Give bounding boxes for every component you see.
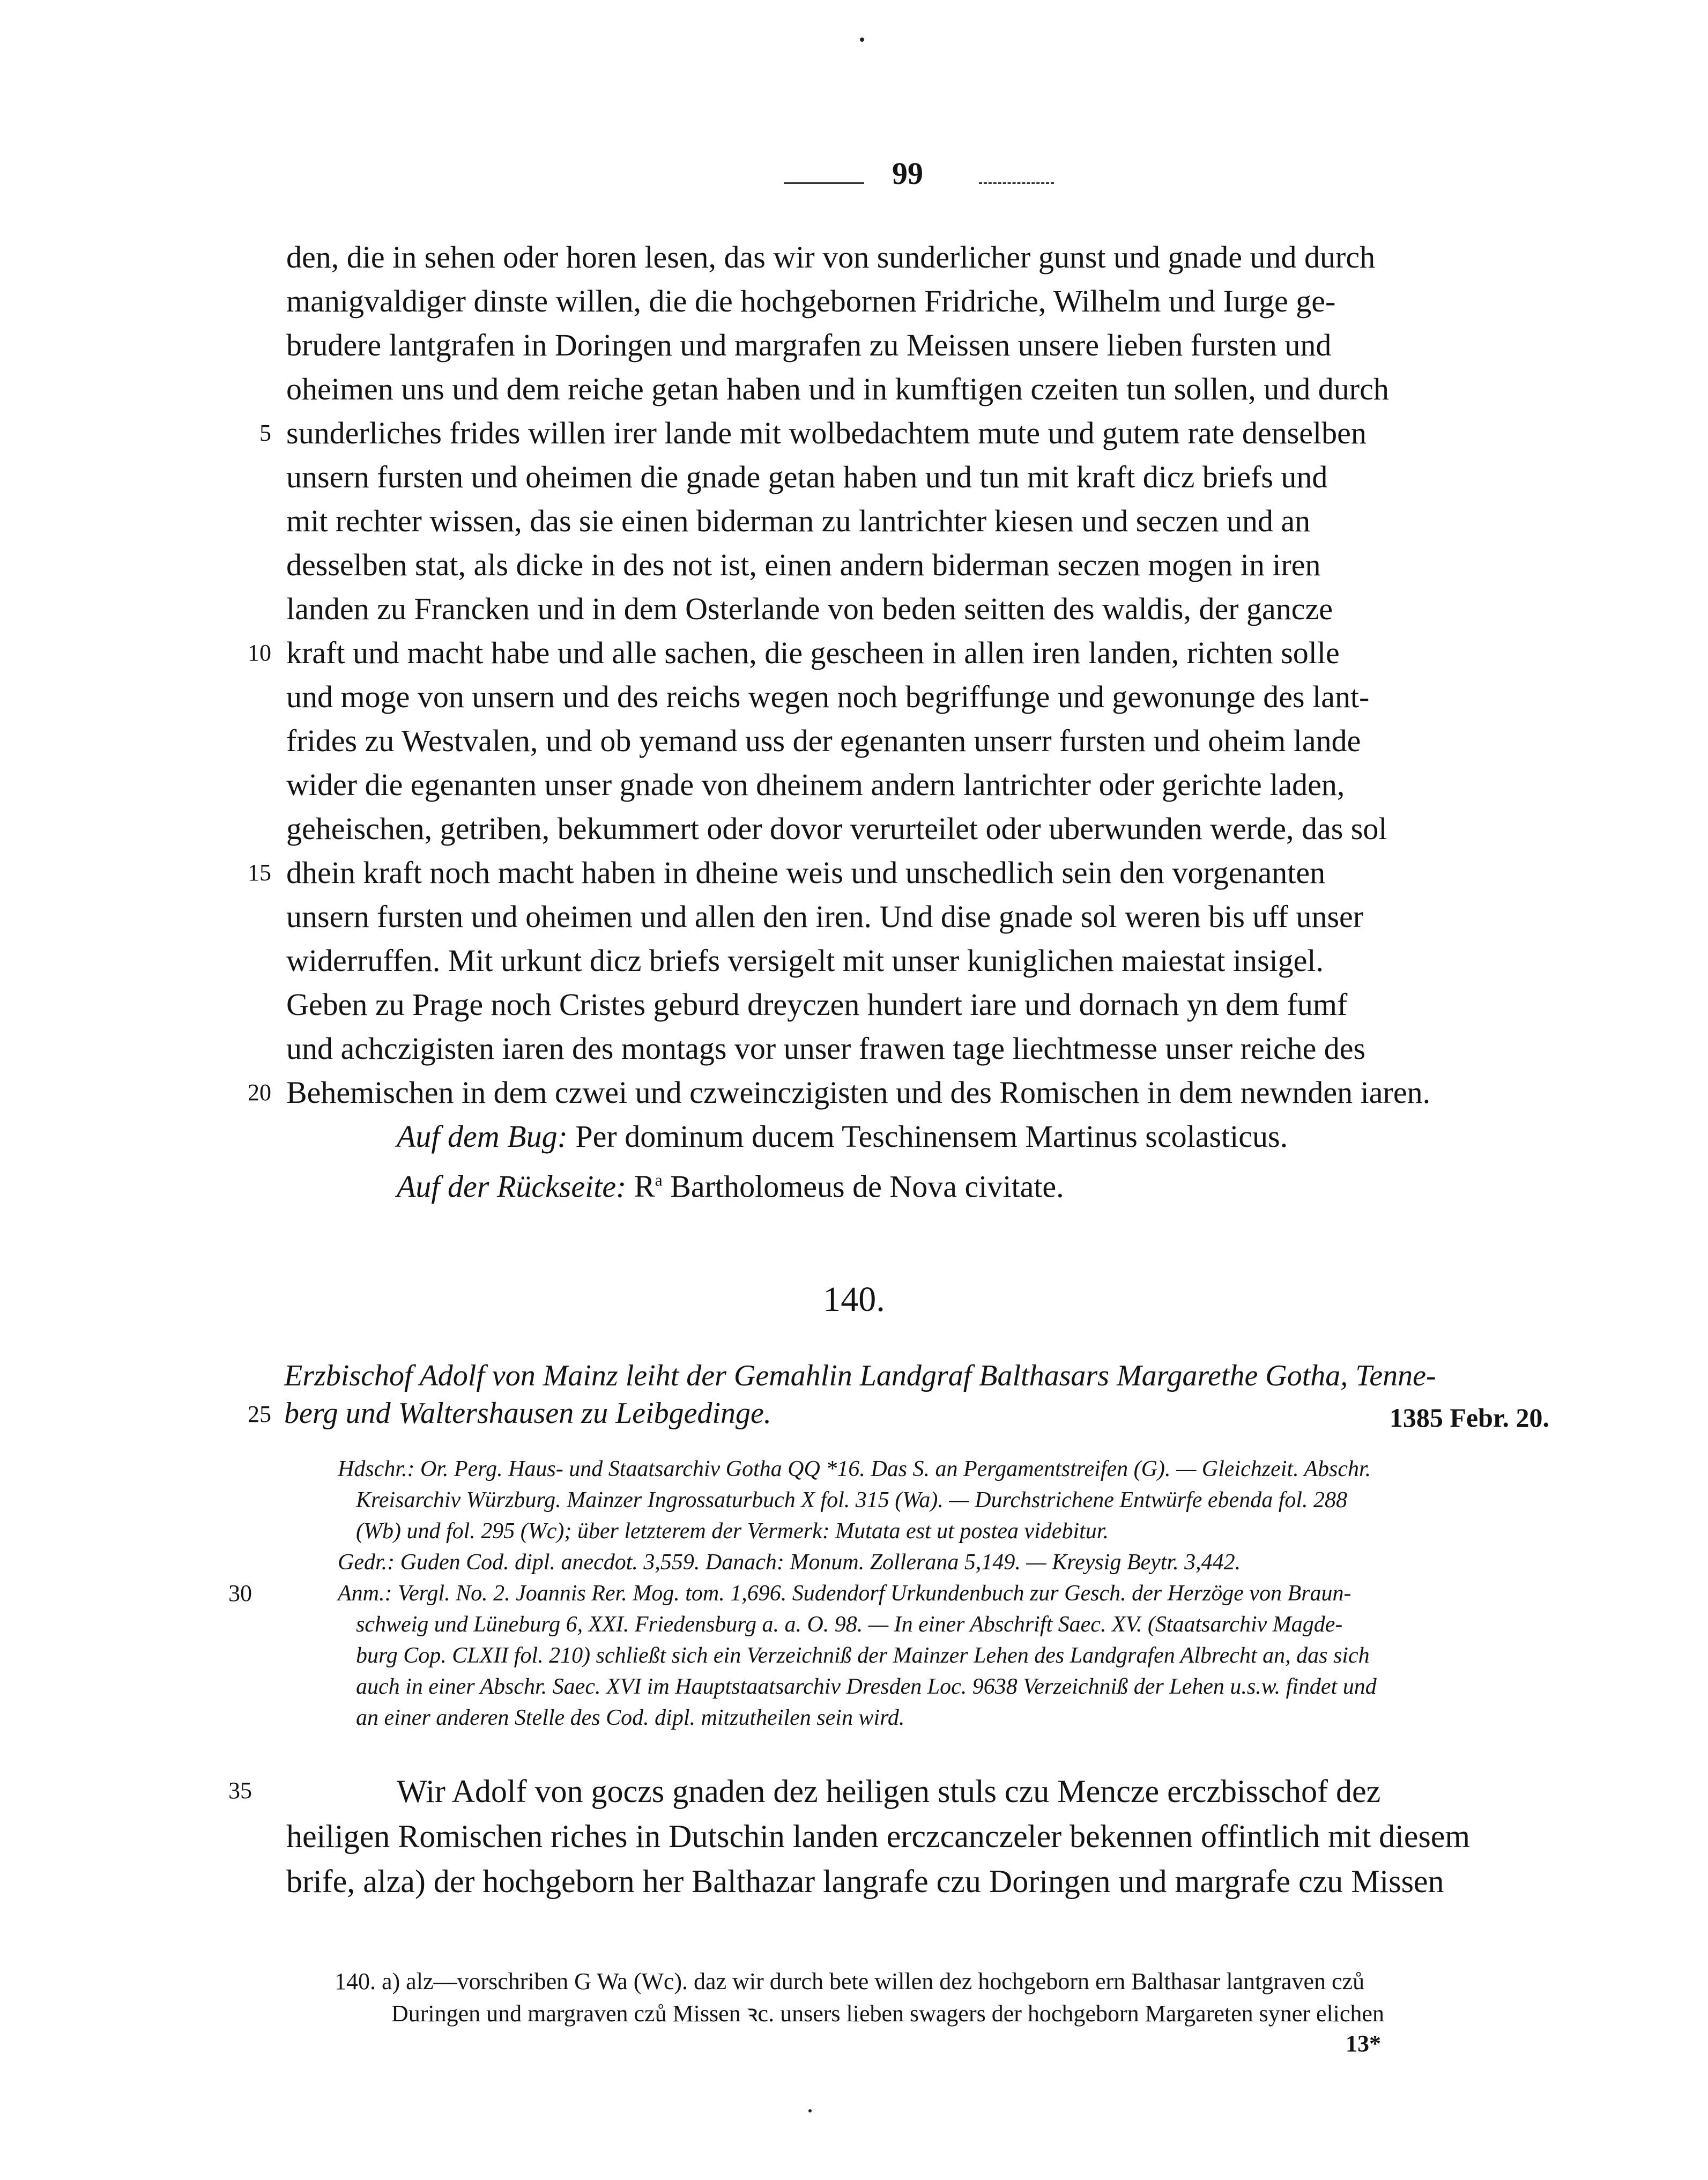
- text-line: Behemischen in dem czwei und czweinczigisten und des Romischen in dem newnden iaren.: [286, 1075, 1431, 1110]
- line-number: 25: [248, 1401, 271, 1427]
- text-line: Geben zu Prage noch Cristes geburd dreyczen hundert iare und dornach yn dem fumf: [286, 987, 1348, 1022]
- registratur-mark: $R^a$: [634, 1169, 663, 1204]
- text-line: desselben stat, als dicke in des not ist, einen andern biderman seczen mogen in iren: [286, 547, 1321, 582]
- line-number: 30: [228, 1580, 252, 1606]
- text-line: unsern fursten und oheimen die gnade getan haben und tun mit kraft dicz briefs und: [286, 459, 1328, 494]
- text-line: unsern fursten und oheimen und allen den iren. Und dise gnade sol weren bis uff unser: [286, 899, 1364, 934]
- text-line: und achczigisten iaren des montags vor unser frawen tage liechtmesse unser reiche des: [286, 1031, 1366, 1066]
- line-number: 10: [248, 640, 271, 666]
- remark-bug: [397, 1115, 1288, 1158]
- text-line: brudere lantgrafen in Doringen und margrafen zu Meissen unsere lieben fursten und: [286, 328, 1332, 362]
- remark-rueckseite-label: Auf der Rückseite:: [397, 1169, 627, 1204]
- remark-rueckseite-text: Bartholomeus de Nova civitate.: [670, 1169, 1064, 1204]
- text-line: landen zu Francken und in dem Osterlande von beden seitten des waldis, der gancze: [286, 591, 1333, 626]
- apparatus-line: burg Cop. CLXII fol. 210) schließt sich ein Verzeichniß der Mainzer Lehen des Landgrafen Albrecht an, das sich: [356, 1643, 1370, 1668]
- text-line: kraft und macht habe und alle sachen, die gescheen in allen iren landen, richten solle: [286, 635, 1340, 670]
- line-number: 35: [228, 1777, 252, 1804]
- text-line: wider die egenanten unser gnade von dheinem andern lantrichter oder gerichte laden,: [286, 767, 1345, 802]
- text-line: geheischen, getriben, bekummert oder dovor verurteilet oder uberwunden werde, das sol: [286, 811, 1387, 846]
- text-line: frides zu Westvalen, und ob yemand uss der egenanten unserr fursten und oheim lande: [286, 723, 1361, 758]
- apparatus-line: Kreisarchiv Würzburg. Mainzer Ingrossaturbuch X fol. 315 (Wa). — Durchstrichene Entwürfe ebenda fol. 288: [356, 1488, 1348, 1512]
- line-number: 15: [248, 859, 271, 886]
- footnote-line: 140. a) alz—vorschriben G Wa (Wc). daz wir durch bete willen dez hochgeborn ern Balthasar lantgraven czů: [335, 1968, 1365, 1994]
- page-number: 99: [892, 156, 923, 191]
- document-text-line: heiligen Romischen riches in Dutschin landen erczcanczeler bekennen offintlich mit diesem: [286, 1819, 1471, 1854]
- apparatus-line: Anm.: Vergl. No. 2. Joannis Rer. Mog. tom. 1,696. Sudendorf Urkundenbuch zur Gesch. der Herzöge von Braun-: [338, 1581, 1351, 1606]
- footnote-line: Duringen und margraven czů Missen ꝛc. unsers lieben swagers der hochgeborn Margareten syner elichen: [391, 2000, 1384, 2027]
- regest-line: Erzbischof Adolf von Mainz leiht der Gemahlin Landgraf Balthasars Margarethe Gotha, Tenne-: [284, 1359, 1436, 1392]
- apparatus-line: (Wb) und fol. 295 (Wc); über letzterem der Vermerk: Mutata est ut postea videbitur.: [356, 1519, 1109, 1544]
- apparatus-line: Hdschr.: Or. Perg. Haus- und Staatsarchiv Gotha QQ *16. Das S. an Pergamentstreifen (G). — Gleichzeit. Abschr.: [338, 1457, 1371, 1481]
- signature-mark: 13*: [1346, 2030, 1381, 2057]
- document-date: 1385 Febr. 20.: [1389, 1403, 1549, 1433]
- remark-rueckseite: [397, 1159, 1064, 1208]
- text-line: oheimen uns und dem reiche getan haben und in kumftigen czeiten tun sollen, und durch: [286, 372, 1389, 406]
- text-line: manigvaldiger dinste willen, die die hochgebornen Fridriche, Wilhelm und Iurge ge-: [286, 284, 1336, 318]
- document-text-line: Wir Adolf von goczs gnaden dez heiligen stuls czu Mencze erczbisschof dez: [397, 1774, 1381, 1809]
- text-line: und moge von unsern und des reichs wegen noch begriffunge und gewonunge des lant-: [286, 679, 1370, 714]
- text-line: dhein kraft noch macht haben in dheine weis und unschedlich sein den vorgenanten: [286, 855, 1326, 890]
- remark-bug-label: Auf dem Bug:: [397, 1119, 568, 1154]
- stray-mark: [860, 38, 864, 42]
- document-text-line: brife, alza) der hochgeborn her Balthazar langrafe czu Doringen und margrafe czu Missen: [286, 1864, 1444, 1899]
- header-rule-left: [784, 182, 864, 184]
- remark-bug-text: Per dominum ducem Teschinensem Martinus scolasticus.: [575, 1119, 1288, 1154]
- apparatus-line: schweig und Lüneburg 6, XXI. Friedensburg a. a. O. 98. — In einer Abschrift Saec. XV. (Staatsarchiv Magde-: [356, 1612, 1343, 1637]
- line-number: 20: [248, 1079, 271, 1106]
- stray-mark: [808, 2109, 812, 2112]
- regest-line: berg und Waltershausen zu Leibgedinge.: [284, 1397, 771, 1430]
- text-line: den, die in sehen oder horen lesen, das wir von sunderlicher gunst und gnade und durch: [286, 240, 1376, 275]
- apparatus-line: an einer anderen Stelle des Cod. dipl. mitzutheilen sein wird.: [356, 1706, 905, 1730]
- apparatus-line: Gedr.: Guden Cod. dipl. anecdot. 3,559. Danach: Monum. Zollerana 5,149. — Kreysig Beytr. 3,442.: [338, 1550, 1241, 1575]
- header-rule-right: [979, 182, 1054, 184]
- text-line: sunderliches frides willen irer lande mit wolbedachtem mute und gutem rate denselben: [286, 416, 1367, 450]
- document-number: 140.: [823, 1280, 885, 1319]
- apparatus-line: auch in einer Abschr. Saec. XVI im Hauptstaatsarchiv Dresden Loc. 9638 Verzeichniß der Lehen u.s.w. findet und: [356, 1674, 1377, 1699]
- line-number: 5: [259, 420, 271, 446]
- text-line: widerruffen. Mit urkunt dicz briefs versigelt mit unser kuniglichen maiestat insigel.: [286, 943, 1324, 978]
- text-line: mit rechter wissen, das sie einen biderman zu lantrichter kiesen und seczen und an: [286, 503, 1311, 538]
